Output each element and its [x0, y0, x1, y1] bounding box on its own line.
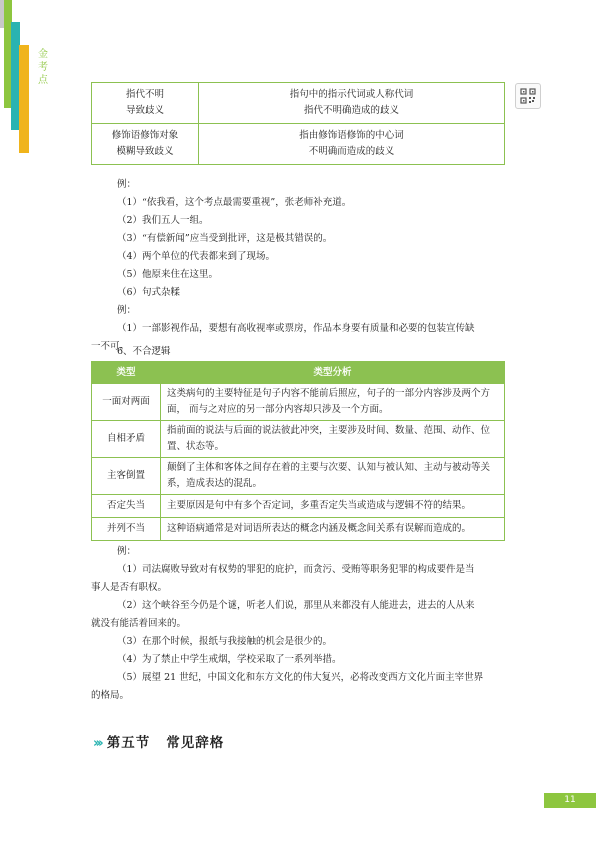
table-cell-type: 自相矛盾: [92, 421, 161, 458]
ambiguity-table: [91, 82, 505, 165]
example-line: （3）在那个时候，报纸与我接触的机会是很少的。: [117, 636, 333, 647]
table-cell-desc: 指前面的说法与后面的说法彼此冲突，主要涉及时间、数量、范围、动作、位置、状态等。: [161, 421, 505, 458]
example-line: （6）句式杂糅: [117, 287, 181, 298]
side-label-char: 点: [38, 75, 48, 86]
example-line: （1）“依我看，这个考点最需要重视”，张老师补充道。: [117, 197, 352, 208]
example-line: （5）展望 21 世纪，中国文化和东方文化的伟大复兴，必将改变西方文化片面主宰世界: [117, 672, 484, 683]
cell-line: 不明确而造成的歧义: [308, 146, 395, 157]
table-cell-type: 一面对两面: [92, 384, 161, 421]
table-cell-type: [92, 124, 199, 165]
table-cell-desc: 颠倒了主体和客体之间存在着的主要与次要、认知与被认知、主动与被动等关系，造成表达的混乱。: [161, 458, 505, 495]
chevron-right-icon: ›››: [93, 735, 101, 751]
logic-error-table: [91, 361, 505, 541]
page-number: 11: [544, 793, 596, 808]
table-header-row: [92, 362, 505, 384]
example-line: 事人是否有职权。: [91, 582, 168, 593]
table-cell-desc: 主要原因是句中有多个否定词，多重否定失当或造成与逻辑不符的结果。: [161, 495, 505, 518]
table-row: [92, 83, 505, 124]
table-cell-desc: 这类病句的主要特征是句子内容不能前后照应，句子的一部分内容涉及两个方面， 而与之对应的另一部分内容却只涉及一个方面。: [161, 384, 505, 421]
table-cell-desc: 这种语病通常是对词语所表达的概念内涵及概念间关系有误解而造成的。: [161, 518, 505, 541]
example-line: 就没有能活着回来的。: [91, 618, 187, 629]
example-line: （2）这个峡谷至今仍是个谜，听老人们说，那里从来都没有人能进去，进去的人从来: [117, 600, 475, 611]
table-cell-type: 否定失当: [92, 495, 161, 518]
decor-bar-yellow: [19, 45, 29, 153]
table-row: [92, 124, 505, 165]
table-row: [92, 518, 505, 541]
example-label: 例：: [117, 305, 137, 316]
side-label-char: 考: [38, 62, 48, 73]
table-header-analysis: 类型分析: [161, 362, 505, 384]
qr-code-glyph: [520, 88, 536, 104]
example-line: （4）两个单位的代表都来到了现场。: [117, 251, 276, 262]
section-name: 常见辞格: [166, 735, 225, 751]
cell-line: 指代不明确造成的歧义: [303, 105, 399, 116]
section-title: [93, 731, 224, 751]
cell-line: 指代不明: [125, 89, 164, 100]
table-header-type: 类型: [92, 362, 161, 384]
table-row: [92, 421, 505, 458]
cell-line: 指句中的指示代词或人称代词: [289, 89, 414, 100]
cell-line: 模糊导致歧义: [116, 146, 174, 157]
table-cell-type: [92, 83, 199, 124]
section-number: 第五节: [106, 735, 151, 751]
table-row: [92, 458, 505, 495]
example-line: （3）“有偿新闻”应当受到批评，这是极其错误的。: [117, 233, 333, 244]
table-cell-desc: [199, 83, 505, 124]
table-row: [92, 384, 505, 421]
example-line: （1）司法腐败导致对有权势的罪犯的庇护，而贪污、受贿等职务犯罪的构成要件是当: [117, 564, 475, 575]
table-cell-type: 并列不当: [92, 518, 161, 541]
table-row: [92, 495, 505, 518]
example-line: 的格局。: [91, 690, 130, 701]
example-line: （2）我们五人一组。: [117, 215, 209, 226]
example-line: （5）他原来住在这里。: [117, 269, 219, 280]
table-cell-desc: [199, 124, 505, 165]
qr-code-icon[interactable]: [515, 83, 541, 109]
example-line: 一不可。: [91, 341, 130, 352]
side-label: [37, 48, 49, 87]
example-line: （4）为了禁止中学生戒烟，学校采取了一系列举措。: [117, 654, 342, 665]
cell-line: 指由修饰语修饰的中心词: [299, 130, 404, 141]
example-label: 例：: [117, 179, 137, 190]
side-label-char: 金: [38, 49, 48, 60]
cell-line: 导致歧义: [125, 105, 164, 116]
example-line: （1）一部影视作品，要想有高收视率或票房，作品本身要有质量和必要的包装宣传缺: [117, 323, 475, 334]
table-cell-type: 主客倒置: [92, 458, 161, 495]
section-heading-logic: 6、不合逻辑: [117, 346, 171, 357]
example-label: 例：: [117, 546, 137, 557]
cell-line: 修饰语修饰对象: [111, 130, 179, 141]
